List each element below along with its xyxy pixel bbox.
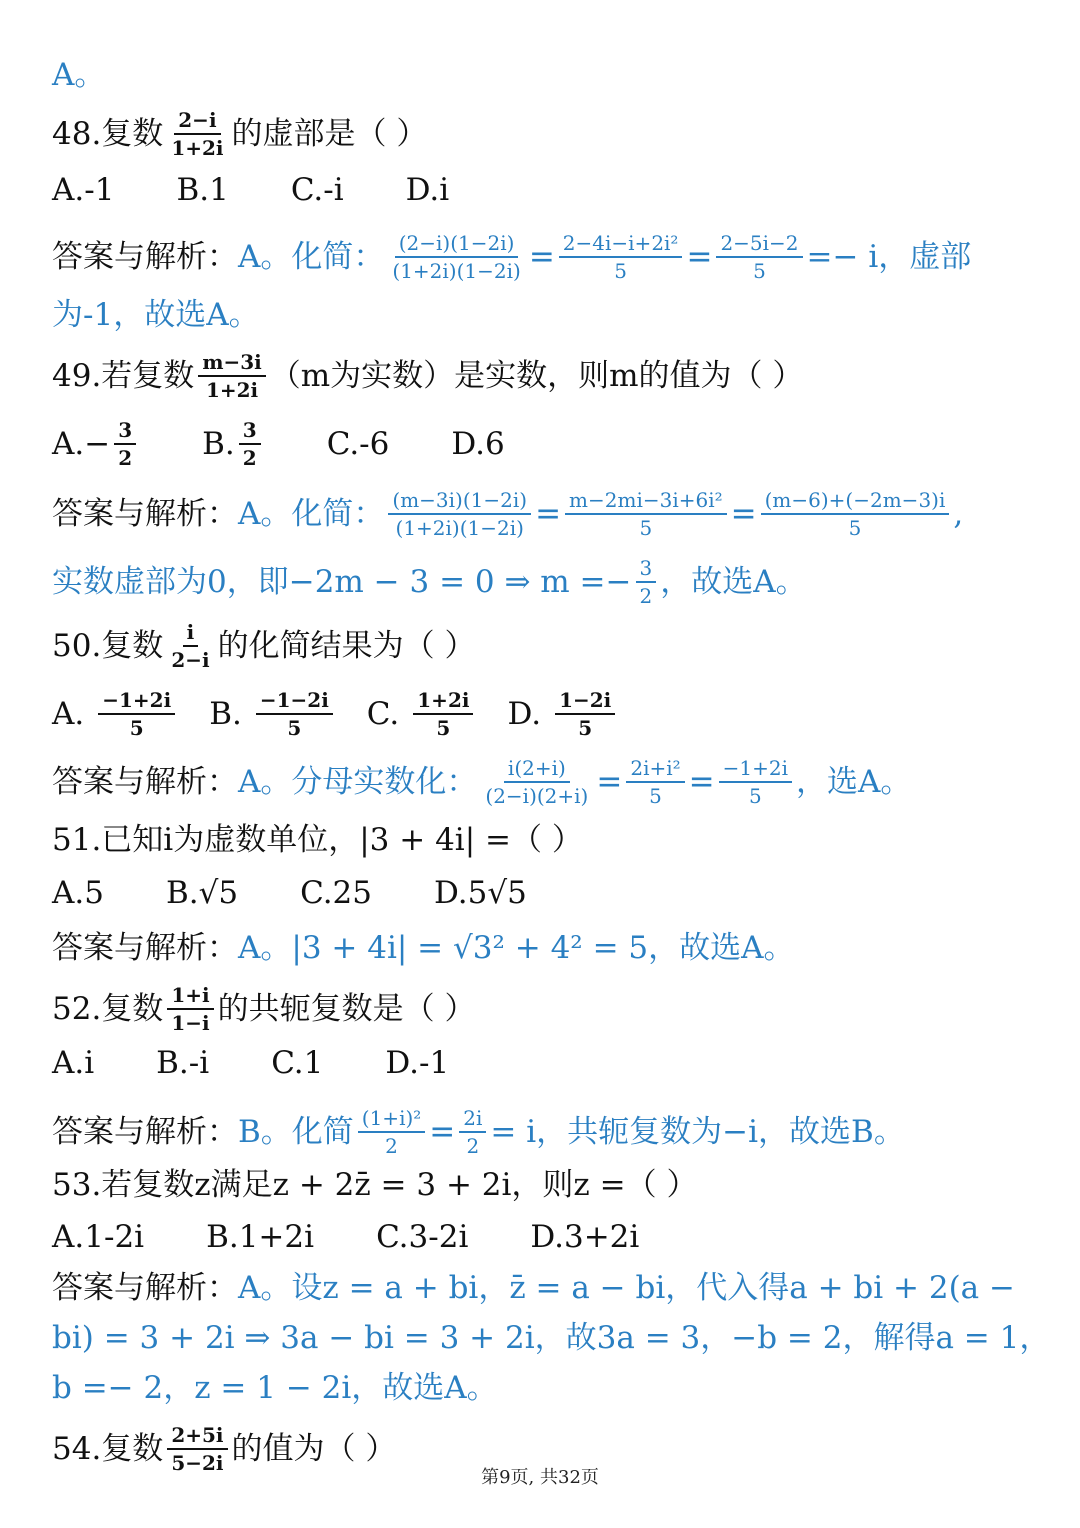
q48-option-a: A.-1 — [52, 172, 115, 208]
answer-label: 答案与解析： — [52, 496, 238, 532]
q53-option-d: D.3+2i — [530, 1219, 640, 1255]
previous-answer-tail: A。 — [52, 57, 106, 93]
q48-step3-den: 5 — [753, 259, 766, 283]
q49-step2 — [565, 490, 727, 538]
q48-step2-num: 2−4i−i+2i² — [559, 233, 683, 258]
answer-label: 答案与解析： — [52, 239, 238, 275]
q49-option-a — [52, 420, 140, 468]
q52-den: 1−i — [171, 1011, 210, 1035]
q48-step3 — [716, 233, 802, 281]
q49-den: 1+2i — [205, 378, 259, 402]
q52-step1-num: (1+i)² — [358, 1108, 426, 1133]
q48-option-b: B.1 — [176, 172, 229, 208]
q48-step1-den: (1+2i)(1−2i) — [392, 259, 521, 283]
q50-num: i — [183, 622, 199, 647]
q50-answer — [52, 758, 1032, 806]
equals-sign: = — [686, 239, 713, 275]
q51-answer-text: A。|3 + 4i| = √3² + 4² = 5，故选A。 — [238, 930, 795, 966]
q50-option-a — [52, 690, 179, 738]
q50-prefix: 50.复数 — [52, 628, 164, 664]
q48-step2-den: 5 — [614, 259, 627, 283]
q49-option-a-label: A.− — [52, 426, 111, 462]
q49-answer — [52, 490, 1032, 538]
q52-step2-num: 2i — [459, 1108, 486, 1133]
q49-step3-den: 5 — [848, 516, 862, 540]
q50-step1-den: (2−i)(2+i) — [485, 784, 589, 808]
q53-answer — [52, 1268, 1032, 1308]
q50-option-c — [367, 690, 478, 738]
q49-option-a-den: 2 — [118, 446, 133, 470]
q53-answer-line3: b =− 2，z = 1 − 2i，故选A。 — [52, 1370, 498, 1406]
q48-answer-line2: 为-1，故选A。 — [52, 297, 260, 333]
q50-option-d — [507, 690, 619, 738]
q48-num: 2−i — [174, 110, 220, 135]
answer-label: 答案与解析： — [52, 1270, 238, 1306]
q49-answer-line2-text: 实数虚部为0，即−2m − 3 = 0 ⇒ m =− — [52, 564, 632, 600]
q50-option-b-num: −1−2i — [256, 690, 333, 715]
q50-den: 2−i — [171, 648, 210, 672]
q50-options — [52, 690, 1032, 738]
q51-option-d: D.5√5 — [434, 875, 527, 911]
q49-option-b-den: 2 — [242, 446, 257, 470]
q48-fraction — [167, 110, 227, 158]
q49-option-d: D.6 — [451, 426, 505, 462]
q52-answer-text: B。化简 — [238, 1114, 354, 1150]
q52-num: 1+i — [167, 985, 213, 1010]
q49-option-b — [202, 420, 265, 468]
q49-step1 — [388, 490, 531, 538]
equals-sign: = — [535, 496, 562, 532]
q50-option-a-den: 5 — [129, 716, 144, 740]
question-53: 53.若复数z满足z + 2z̄ = 3 + 2i，则z =（ ） — [52, 1167, 698, 1203]
q49-option-b-num: 3 — [239, 420, 261, 445]
q48-option-c: C.-i — [290, 172, 344, 208]
q53-option-b: B.1+2i — [206, 1219, 315, 1255]
q50-step3-num: −1+2i — [719, 758, 792, 783]
q50-step1 — [481, 758, 592, 806]
q50-step3 — [719, 758, 792, 806]
q52-step2 — [459, 1108, 486, 1156]
equals-sign: = — [528, 239, 555, 275]
question-50 — [52, 622, 1032, 670]
q49-answer-fraction-den: 2 — [639, 584, 653, 608]
q51-answer — [52, 928, 1032, 968]
q52-fraction — [167, 985, 213, 1033]
q50-option-b-fraction — [256, 690, 333, 738]
q49-option-a-num: 3 — [114, 420, 136, 445]
q52-step1-den: 2 — [385, 1134, 398, 1158]
q50-option-d-num: 1−2i — [555, 690, 615, 715]
page-number: 第9页, 共32页 — [481, 1467, 599, 1488]
q48-answer-end: =− i，虚部 — [806, 239, 972, 275]
question-52 — [52, 985, 1032, 1033]
q50-option-c-label: C. — [366, 696, 400, 732]
q49-option-b-fraction — [239, 420, 261, 468]
q48-den: 1+2i — [171, 136, 224, 160]
q52-step1 — [358, 1108, 426, 1156]
equals-sign: = — [429, 1114, 456, 1150]
q50-option-d-den: 5 — [578, 716, 593, 740]
q49-answer-text: A。化简： — [238, 496, 385, 532]
answer-label: 答案与解析： — [52, 764, 238, 800]
q51-option-c: C.25 — [300, 875, 373, 911]
q54-prefix: 54.复数 — [52, 1431, 164, 1467]
q49-step1-num: (m−3i)(1−2i) — [388, 490, 531, 515]
q50-option-d-fraction — [555, 690, 615, 738]
q49-step2-den: 5 — [639, 516, 653, 540]
q49-option-b-label: B. — [202, 426, 235, 462]
q50-option-c-fraction — [413, 690, 473, 738]
q52-prefix: 52.复数 — [52, 991, 164, 1027]
q48-suffix: 的虚部是（ ） — [231, 116, 428, 152]
q48-answer-text: A。化简： — [238, 239, 385, 275]
q51-option-b: B.√5 — [165, 875, 239, 911]
q49-step3 — [761, 490, 950, 538]
q49-step1-den: (1+2i)(1−2i) — [395, 516, 524, 540]
q48-options — [52, 170, 1032, 210]
question-51: 51.已知i为虚数单位，|3 + 4i| =（ ） — [52, 822, 583, 858]
q53-option-c: C.3-2i — [376, 1219, 469, 1255]
answer-label: 答案与解析： — [52, 930, 238, 966]
q50-option-b-label: B. — [209, 696, 242, 732]
q50-step3-den: 5 — [748, 784, 762, 808]
q51-options — [52, 873, 1032, 913]
q49-answer-fraction-num: 3 — [636, 558, 657, 583]
equals-sign: = — [596, 764, 623, 800]
q51-option-a: A.5 — [52, 875, 104, 911]
q50-option-d-label: D. — [507, 696, 542, 732]
q52-options — [52, 1043, 1032, 1083]
q48-step3-num: 2−5i−2 — [716, 233, 802, 258]
q53-answer-line1: A。设z = a + bi，z̄ = a − bi，代入得a + bi + 2(a − — [238, 1270, 1015, 1306]
question-49 — [52, 352, 1032, 400]
q54-suffix: 的值为（ ） — [231, 1431, 397, 1467]
answer-label: 答案与解析： — [52, 1114, 238, 1150]
q50-option-a-fraction — [98, 690, 175, 738]
q50-answer-text: A。分母实数化： — [238, 764, 478, 800]
q52-option-b: B.-i — [156, 1045, 210, 1081]
q52-answer-end: = i，共轭复数为−i，故选B。 — [490, 1114, 905, 1150]
q49-step2-num: m−2mi−3i+6i² — [565, 490, 727, 515]
q50-step1-num: i(2+i) — [504, 758, 570, 783]
q50-option-b — [209, 690, 337, 738]
q50-option-a-num: −1+2i — [98, 690, 175, 715]
q52-option-c: C.1 — [271, 1045, 324, 1081]
q49-options — [52, 420, 1032, 468]
q50-step2 — [626, 758, 684, 806]
q52-step2-den: 2 — [466, 1134, 480, 1158]
q49-answer-line2-end: ，故选A。 — [660, 564, 807, 600]
q50-fraction — [167, 622, 213, 670]
question-48 — [52, 110, 1032, 158]
q49-answer-end: , — [953, 496, 964, 532]
q54-den: 5−2i — [171, 1451, 224, 1475]
q48-answer — [52, 233, 1032, 281]
q49-prefix: 49.若复数 — [52, 358, 195, 394]
equals-sign: = — [688, 764, 715, 800]
q49-option-c: C.-6 — [326, 426, 390, 462]
q54-num: 2+5i — [167, 1425, 227, 1450]
q49-option-a-fraction — [114, 420, 136, 468]
q50-option-c-den: 5 — [436, 716, 451, 740]
q48-step1 — [388, 233, 524, 281]
q48-option-d: D.i — [405, 172, 450, 208]
q52-answer — [52, 1108, 1032, 1156]
q50-suffix: 的化简结果为（ ） — [217, 628, 476, 664]
q50-option-a-label: A. — [52, 696, 85, 732]
q50-option-b-den: 5 — [287, 716, 302, 740]
q49-answer-line2 — [52, 558, 1032, 606]
q48-prefix: 48.复数 — [52, 116, 164, 152]
q53-options — [52, 1217, 1032, 1257]
q50-answer-end: ，选A。 — [796, 764, 912, 800]
q48-step1-num: (2−i)(1−2i) — [395, 233, 519, 258]
q49-num: m−3i — [198, 352, 265, 377]
q50-step2-den: 5 — [649, 784, 662, 808]
q53-answer-line2: bi) = 3 + 2i ⇒ 3a − bi = 3 + 2i，故3a = 3，−b = 2，解得a = 1， — [52, 1320, 1051, 1356]
q49-step3-num: (m−6)+(−2m−3)i — [761, 490, 950, 515]
q49-suffix: （m为实数）是实数，则m的值为（ ） — [269, 358, 804, 394]
q49-fraction — [198, 352, 265, 400]
q50-step2-num: 2i+i² — [626, 758, 684, 783]
q52-option-a: A.i — [52, 1045, 95, 1081]
q50-option-c-num: 1+2i — [413, 690, 473, 715]
q52-option-d: D.-1 — [385, 1045, 450, 1081]
q48-step2 — [559, 233, 683, 281]
q52-suffix: 的共轭复数是（ ） — [217, 991, 476, 1027]
q53-option-a: A.1-2i — [52, 1219, 145, 1255]
equals-sign: = — [730, 496, 757, 532]
q49-answer-fraction — [636, 558, 657, 606]
